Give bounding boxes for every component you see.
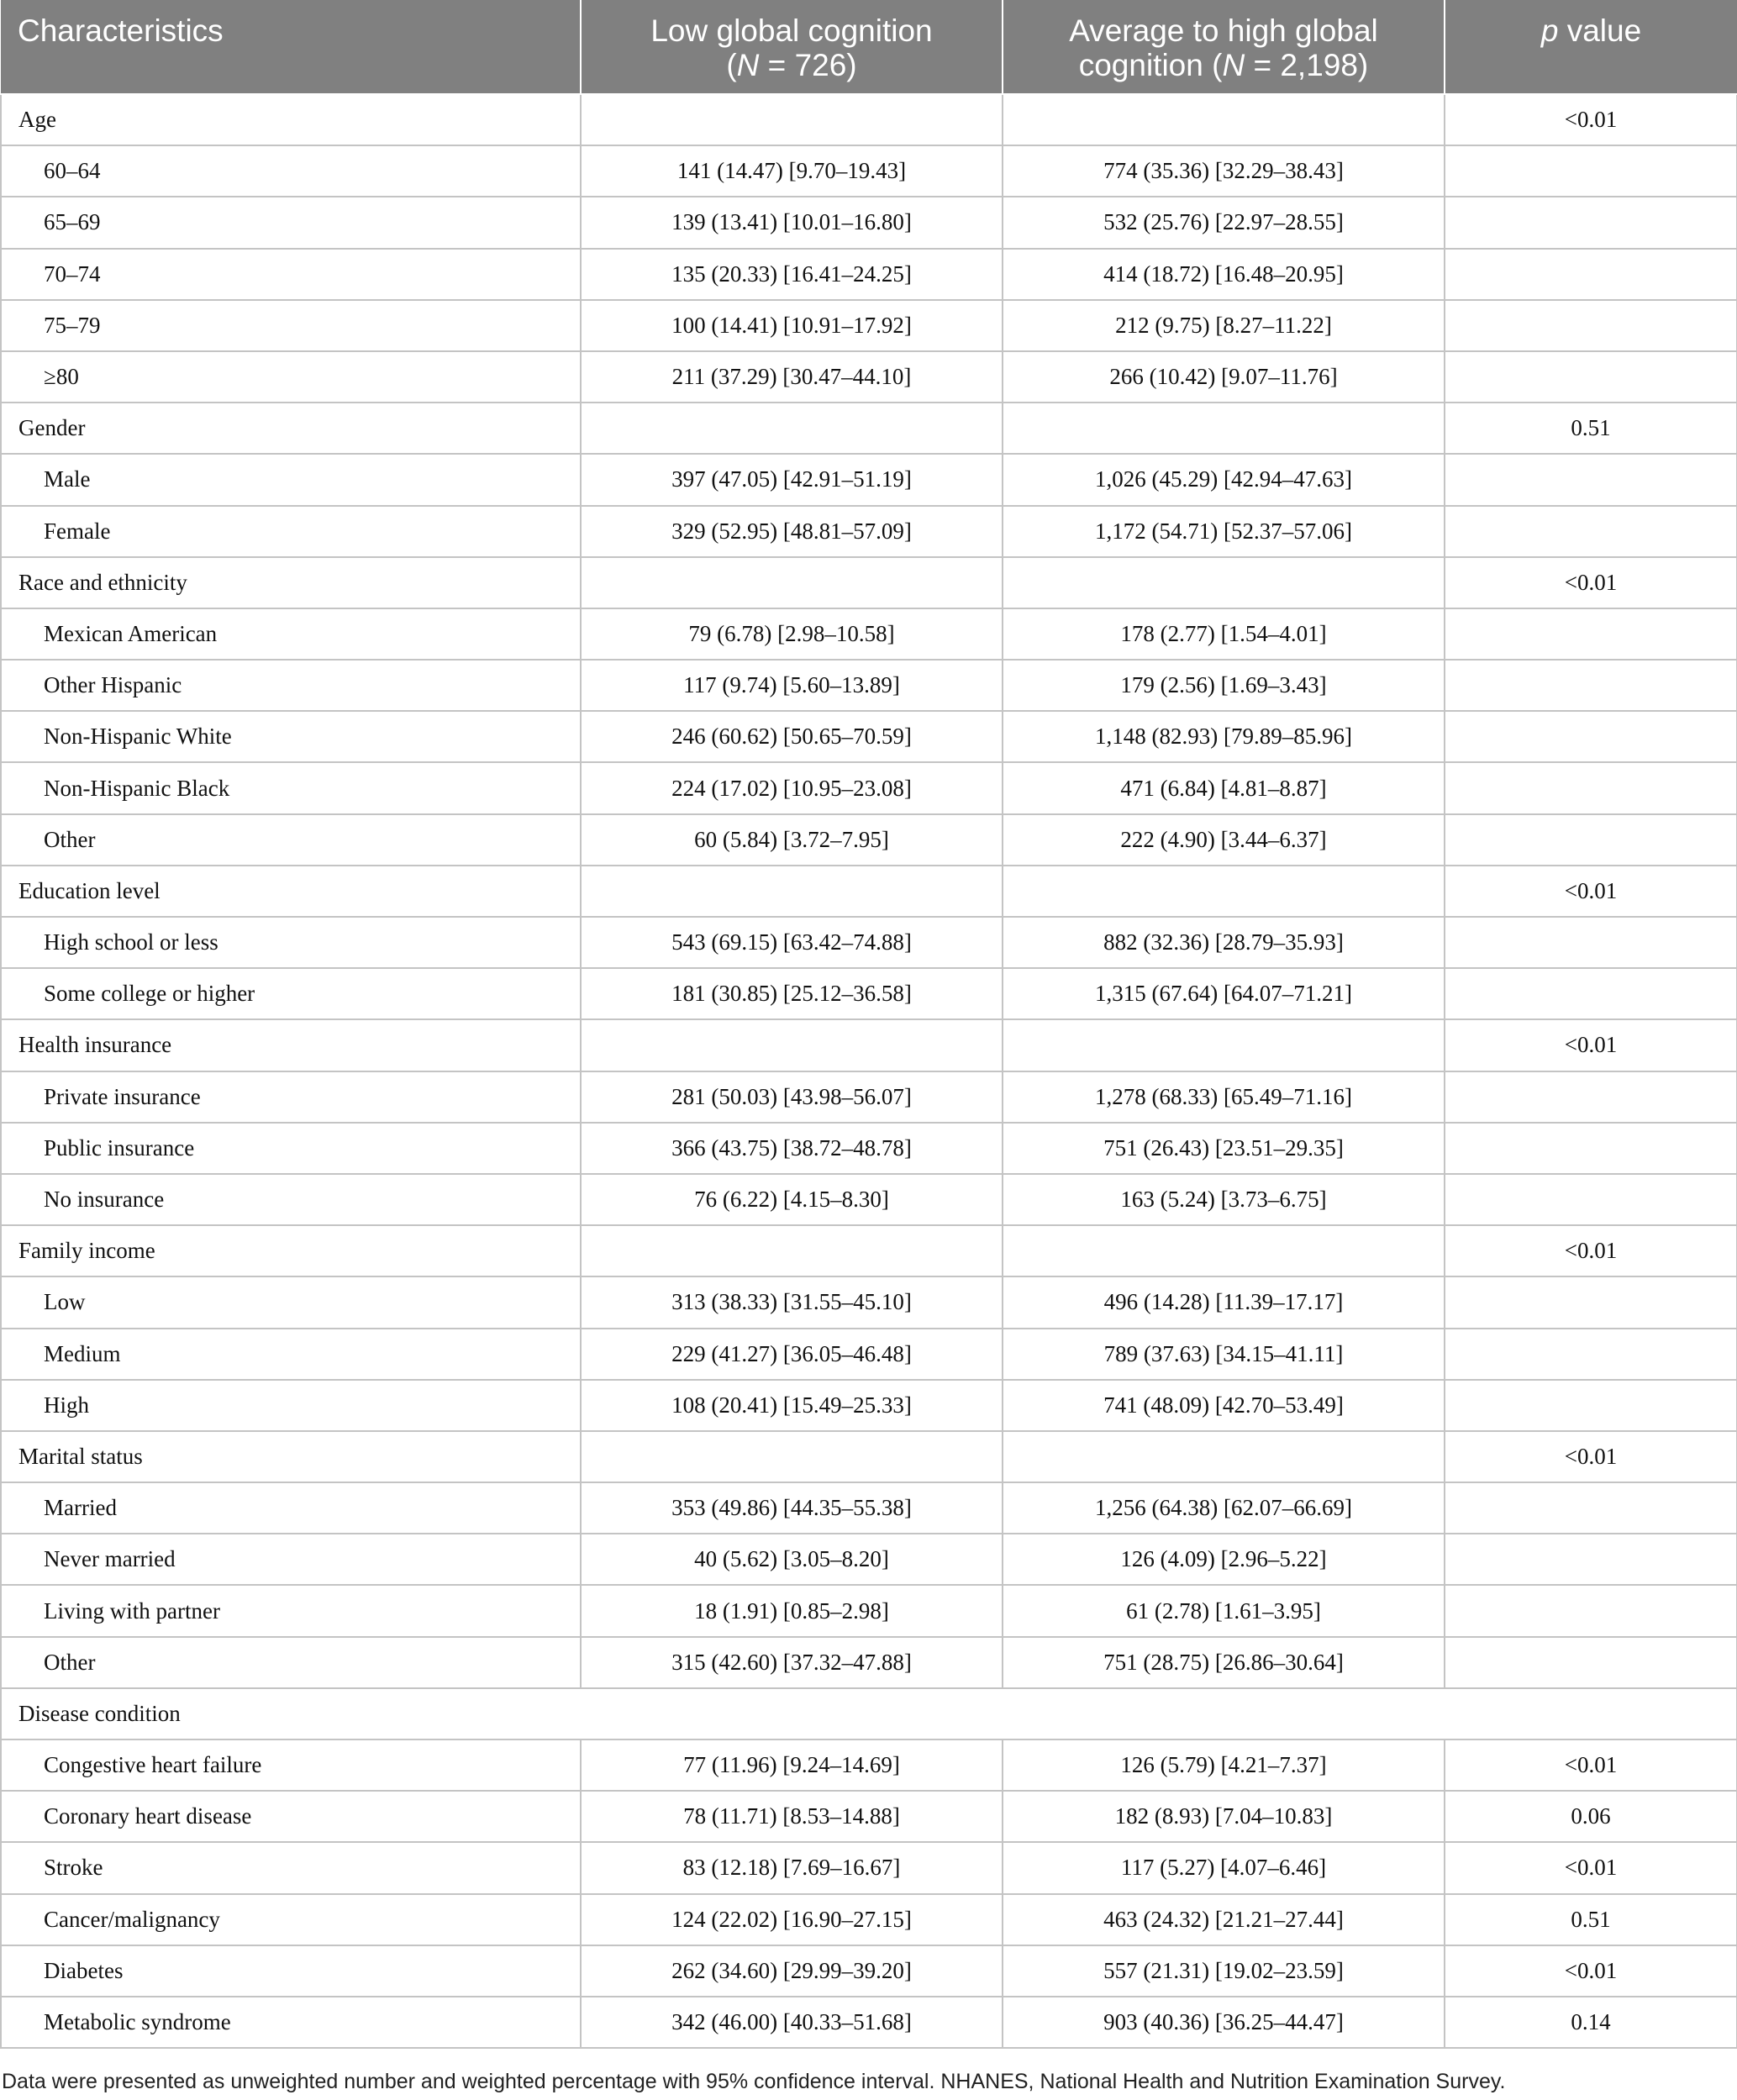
- table-row: [1, 197, 1737, 248]
- table-group-row: [1, 1019, 1737, 1071]
- group-label: Age: [1, 94, 581, 145]
- low-cognition-cell: 141 (14.47) [9.70–19.43]: [581, 145, 1003, 197]
- avg-cognition-cell: 179 (2.56) [1.69–3.43]: [1003, 660, 1445, 711]
- low-cognition-cell: [581, 1225, 1003, 1276]
- avg-cognition-cell: [1003, 1019, 1445, 1071]
- row-label: No insurance: [1, 1174, 581, 1225]
- avg-cognition-cell: 751 (26.43) [23.51–29.35]: [1003, 1123, 1445, 1174]
- table-group-row: [1, 403, 1737, 454]
- row-label: Married: [1, 1482, 581, 1534]
- header-low-title: Low global cognition: [650, 13, 933, 48]
- low-cognition-cell: 246 (60.62) [50.65–70.59]: [581, 711, 1003, 762]
- low-cognition-cell: 229 (41.27) [36.05–46.48]: [581, 1329, 1003, 1380]
- p-value-cell: [1445, 968, 1737, 1019]
- avg-cognition-cell: 1,148 (82.93) [79.89–85.96]: [1003, 711, 1445, 762]
- table-row: [1, 968, 1737, 1019]
- avg-cognition-cell: 532 (25.76) [22.97–28.55]: [1003, 197, 1445, 248]
- table-body: [1, 94, 1737, 2048]
- p-value-cell: <0.01: [1445, 866, 1737, 917]
- table-group-row: [1, 94, 1737, 145]
- avg-cognition-cell: 178 (2.77) [1.54–4.01]: [1003, 608, 1445, 660]
- p-value-cell: <0.01: [1445, 1739, 1737, 1791]
- p-value-cell: [1445, 1585, 1737, 1636]
- avg-cognition-cell: 212 (9.75) [8.27–11.22]: [1003, 300, 1445, 351]
- p-value-cell: [1445, 1276, 1737, 1328]
- table-row: [1, 1585, 1737, 1636]
- row-label: Congestive heart failure: [1, 1739, 581, 1791]
- row-label: Other Hispanic: [1, 660, 581, 711]
- row-label: ≥80: [1, 351, 581, 403]
- p-value-cell: <0.01: [1445, 1225, 1737, 1276]
- p-value-cell: [1445, 608, 1737, 660]
- avg-cognition-cell: 741 (48.09) [42.70–53.49]: [1003, 1380, 1445, 1431]
- avg-cognition-cell: 1,278 (68.33) [65.49–71.16]: [1003, 1071, 1445, 1123]
- avg-cognition-cell: 774 (35.36) [32.29–38.43]: [1003, 145, 1445, 197]
- p-value-cell: <0.01: [1445, 1945, 1737, 1997]
- low-cognition-cell: 77 (11.96) [9.24–14.69]: [581, 1739, 1003, 1791]
- avg-cognition-cell: 1,256 (64.38) [62.07–66.69]: [1003, 1482, 1445, 1534]
- header-avg-n-val: = 2,198): [1245, 48, 1369, 82]
- avg-cognition-cell: 751 (28.75) [26.86–30.64]: [1003, 1637, 1445, 1688]
- low-cognition-cell: 181 (30.85) [25.12–36.58]: [581, 968, 1003, 1019]
- low-cognition-cell: 224 (17.02) [10.95–23.08]: [581, 762, 1003, 813]
- low-cognition-cell: 40 (5.62) [3.05–8.20]: [581, 1534, 1003, 1585]
- group-label: Gender: [1, 403, 581, 454]
- low-cognition-cell: 78 (11.71) [8.53–14.88]: [581, 1791, 1003, 1842]
- low-cognition-cell: 281 (50.03) [43.98–56.07]: [581, 1071, 1003, 1123]
- row-label: Non-Hispanic Black: [1, 762, 581, 813]
- row-label: 65–69: [1, 197, 581, 248]
- table-row: [1, 249, 1737, 300]
- header-low-n-var: N: [736, 48, 760, 82]
- table-row: [1, 1791, 1737, 1842]
- table-row: [1, 351, 1737, 403]
- avg-cognition-cell: 266 (10.42) [9.07–11.76]: [1003, 351, 1445, 403]
- header-characteristics-text: Characteristics: [18, 13, 224, 48]
- table-row: [1, 454, 1737, 505]
- low-cognition-cell: [581, 866, 1003, 917]
- p-value-cell: 0.51: [1445, 403, 1737, 454]
- header-p-rest: value: [1558, 13, 1642, 48]
- row-label: Coronary heart disease: [1, 1791, 581, 1842]
- header-p-var: p: [1540, 13, 1559, 48]
- row-label: Diabetes: [1, 1945, 581, 1997]
- row-label: High: [1, 1380, 581, 1431]
- p-value-cell: [1445, 197, 1737, 248]
- low-cognition-cell: 135 (20.33) [16.41–24.25]: [581, 249, 1003, 300]
- low-cognition-cell: 313 (38.33) [31.55–45.10]: [581, 1276, 1003, 1328]
- low-cognition-cell: 342 (46.00) [40.33–51.68]: [581, 1997, 1003, 2048]
- table-row: [1, 1174, 1737, 1225]
- header-avg-title2: cognition (: [1078, 48, 1223, 82]
- avg-cognition-cell: [1003, 403, 1445, 454]
- table-header: [1, 0, 1737, 94]
- table-row: [1, 1739, 1737, 1791]
- row-label: Stroke: [1, 1842, 581, 1893]
- table-row: [1, 1276, 1737, 1328]
- table-row: [1, 1123, 1737, 1174]
- p-value-cell: [1445, 1329, 1737, 1380]
- p-value-cell: <0.01: [1445, 94, 1737, 145]
- low-cognition-cell: 262 (34.60) [29.99–39.20]: [581, 1945, 1003, 1997]
- low-cognition-cell: 366 (43.75) [38.72–48.78]: [581, 1123, 1003, 1174]
- avg-cognition-cell: [1003, 1431, 1445, 1482]
- row-label: Male: [1, 454, 581, 505]
- avg-cognition-cell: 117 (5.27) [4.07–6.46]: [1003, 1842, 1445, 1893]
- avg-cognition-cell: 1,026 (45.29) [42.94–47.63]: [1003, 454, 1445, 505]
- row-label: Metabolic syndrome: [1, 1997, 581, 2048]
- group-label: Marital status: [1, 1431, 581, 1482]
- row-label: High school or less: [1, 917, 581, 968]
- low-cognition-cell: 100 (14.41) [10.91–17.92]: [581, 300, 1003, 351]
- p-value-cell: [1445, 351, 1737, 403]
- low-cognition-cell: 76 (6.22) [4.15–8.30]: [581, 1174, 1003, 1225]
- header-row: [1, 0, 1737, 94]
- avg-cognition-cell: 163 (5.24) [3.73–6.75]: [1003, 1174, 1445, 1225]
- low-cognition-cell: [581, 557, 1003, 608]
- p-value-cell: [1445, 917, 1737, 968]
- table-group-row: [1, 1688, 1737, 1739]
- header-low-n-pre: (: [726, 48, 737, 82]
- table-row: [1, 917, 1737, 968]
- table-group-row: [1, 557, 1737, 608]
- row-label: Female: [1, 506, 581, 557]
- p-value-cell: [1445, 711, 1737, 762]
- low-cognition-cell: 315 (42.60) [37.32–47.88]: [581, 1637, 1003, 1688]
- p-value-cell: [1445, 762, 1737, 813]
- p-value-cell: [1445, 660, 1737, 711]
- row-label: Public insurance: [1, 1123, 581, 1174]
- low-cognition-cell: 60 (5.84) [3.72–7.95]: [581, 814, 1003, 866]
- avg-cognition-cell: [1003, 1225, 1445, 1276]
- table-group-row: [1, 866, 1737, 917]
- avg-cognition-cell: 222 (4.90) [3.44–6.37]: [1003, 814, 1445, 866]
- low-cognition-cell: 18 (1.91) [0.85–2.98]: [581, 1585, 1003, 1636]
- p-value-cell: [1445, 249, 1737, 300]
- low-cognition-cell: [581, 1019, 1003, 1071]
- table-row: [1, 1329, 1737, 1380]
- avg-cognition-cell: 126 (4.09) [2.96–5.22]: [1003, 1534, 1445, 1585]
- row-label: Non-Hispanic White: [1, 711, 581, 762]
- p-value-cell: [1445, 506, 1737, 557]
- p-value-cell: [1445, 814, 1737, 866]
- avg-cognition-cell: 471 (6.84) [4.81–8.87]: [1003, 762, 1445, 813]
- table-row: [1, 1482, 1737, 1534]
- p-value-cell: <0.01: [1445, 1431, 1737, 1482]
- avg-cognition-cell: 789 (37.63) [34.15–41.11]: [1003, 1329, 1445, 1380]
- table-row: [1, 762, 1737, 813]
- group-label: Health insurance: [1, 1019, 581, 1071]
- table-row: [1, 1997, 1737, 2048]
- avg-cognition-cell: 1,315 (67.64) [64.07–71.21]: [1003, 968, 1445, 1019]
- p-value-cell: [1445, 145, 1737, 197]
- table-row: [1, 1534, 1737, 1585]
- table-row: [1, 1894, 1737, 1945]
- p-value-cell: 0.51: [1445, 1894, 1737, 1945]
- p-value-cell: [1445, 1174, 1737, 1225]
- avg-cognition-cell: 496 (14.28) [11.39–17.17]: [1003, 1276, 1445, 1328]
- table-group-row: [1, 1431, 1737, 1482]
- header-avg-title: Average to high global: [1069, 13, 1378, 48]
- row-label: Medium: [1, 1329, 581, 1380]
- low-cognition-cell: [581, 403, 1003, 454]
- low-cognition-cell: 397 (47.05) [42.91–51.19]: [581, 454, 1003, 505]
- header-low-cognition: [581, 0, 1003, 94]
- table-row: [1, 300, 1737, 351]
- table-row: [1, 1945, 1737, 1997]
- row-label: Private insurance: [1, 1071, 581, 1123]
- table-footnote: Data were presented as unweighted number and weighted percentage with 95% confidence interval. NHANES, National Health and Nutrition Examination Survey.: [2, 2070, 1506, 2093]
- avg-cognition-cell: [1003, 866, 1445, 917]
- p-value-cell: [1445, 1482, 1737, 1534]
- table-row: [1, 1842, 1737, 1893]
- low-cognition-cell: 108 (20.41) [15.49–25.33]: [581, 1380, 1003, 1431]
- group-label: Race and ethnicity: [1, 557, 581, 608]
- avg-cognition-cell: [1003, 557, 1445, 608]
- avg-cognition-cell: 903 (40.36) [36.25–44.47]: [1003, 1997, 1445, 2048]
- header-low-n-val: = 726): [759, 48, 857, 82]
- row-label: Other: [1, 814, 581, 866]
- low-cognition-cell: 139 (13.41) [10.01–16.80]: [581, 197, 1003, 248]
- row-label: Never married: [1, 1534, 581, 1585]
- low-cognition-cell: 329 (52.95) [48.81–57.09]: [581, 506, 1003, 557]
- group-label: Family income: [1, 1225, 581, 1276]
- low-cognition-cell: [581, 94, 1003, 145]
- avg-cognition-cell: 1,172 (54.71) [52.37–57.06]: [1003, 506, 1445, 557]
- table-row: [1, 814, 1737, 866]
- avg-cognition-cell: 182 (8.93) [7.04–10.83]: [1003, 1791, 1445, 1842]
- table-row: [1, 1380, 1737, 1431]
- avg-cognition-cell: 414 (18.72) [16.48–20.95]: [1003, 249, 1445, 300]
- p-value-cell: [1445, 1637, 1737, 1688]
- p-value-cell: [1445, 1534, 1737, 1585]
- table-group-row: [1, 1225, 1737, 1276]
- p-value-cell: [1445, 454, 1737, 505]
- table-row: [1, 660, 1737, 711]
- row-label: 70–74: [1, 249, 581, 300]
- header-avg-cognition: [1003, 0, 1445, 94]
- table-row: [1, 145, 1737, 197]
- p-value-cell: [1445, 1123, 1737, 1174]
- table-row: [1, 711, 1737, 762]
- row-label: 75–79: [1, 300, 581, 351]
- low-cognition-cell: 211 (37.29) [30.47–44.10]: [581, 351, 1003, 403]
- table-row: [1, 506, 1737, 557]
- low-cognition-cell: 543 (69.15) [63.42–74.88]: [581, 917, 1003, 968]
- p-value-cell: 0.14: [1445, 1997, 1737, 2048]
- row-label: 60–64: [1, 145, 581, 197]
- p-value-cell: 0.06: [1445, 1791, 1737, 1842]
- low-cognition-cell: 353 (49.86) [44.35–55.38]: [581, 1482, 1003, 1534]
- low-cognition-cell: 124 (22.02) [16.90–27.15]: [581, 1894, 1003, 1945]
- low-cognition-cell: 83 (12.18) [7.69–16.67]: [581, 1842, 1003, 1893]
- p-value-cell: [1445, 1071, 1737, 1123]
- group-label: Disease condition: [1, 1688, 1737, 1739]
- avg-cognition-cell: 463 (24.32) [21.21–27.44]: [1003, 1894, 1445, 1945]
- header-avg-n-var: N: [1222, 48, 1245, 82]
- table-row: [1, 608, 1737, 660]
- low-cognition-cell: [581, 1431, 1003, 1482]
- p-value-cell: [1445, 1380, 1737, 1431]
- table-row: [1, 1637, 1737, 1688]
- low-cognition-cell: 117 (9.74) [5.60–13.89]: [581, 660, 1003, 711]
- avg-cognition-cell: [1003, 94, 1445, 145]
- avg-cognition-cell: 557 (21.31) [19.02–23.59]: [1003, 1945, 1445, 1997]
- header-p-value: [1445, 0, 1737, 94]
- p-value-cell: <0.01: [1445, 557, 1737, 608]
- row-label: Other: [1, 1637, 581, 1688]
- avg-cognition-cell: 882 (32.36) [28.79–35.93]: [1003, 917, 1445, 968]
- row-label: Some college or higher: [1, 968, 581, 1019]
- row-label: Mexican American: [1, 608, 581, 660]
- avg-cognition-cell: 126 (5.79) [4.21–7.37]: [1003, 1739, 1445, 1791]
- table-row: [1, 1071, 1737, 1123]
- avg-cognition-cell: 61 (2.78) [1.61–3.95]: [1003, 1585, 1445, 1636]
- p-value-cell: [1445, 300, 1737, 351]
- row-label: Living with partner: [1, 1585, 581, 1636]
- p-value-cell: <0.01: [1445, 1019, 1737, 1071]
- header-characteristics: [1, 0, 581, 94]
- row-label: Low: [1, 1276, 581, 1328]
- group-label: Education level: [1, 866, 581, 917]
- p-value-cell: <0.01: [1445, 1842, 1737, 1893]
- row-label: Cancer/malignancy: [1, 1894, 581, 1945]
- low-cognition-cell: 79 (6.78) [2.98–10.58]: [581, 608, 1003, 660]
